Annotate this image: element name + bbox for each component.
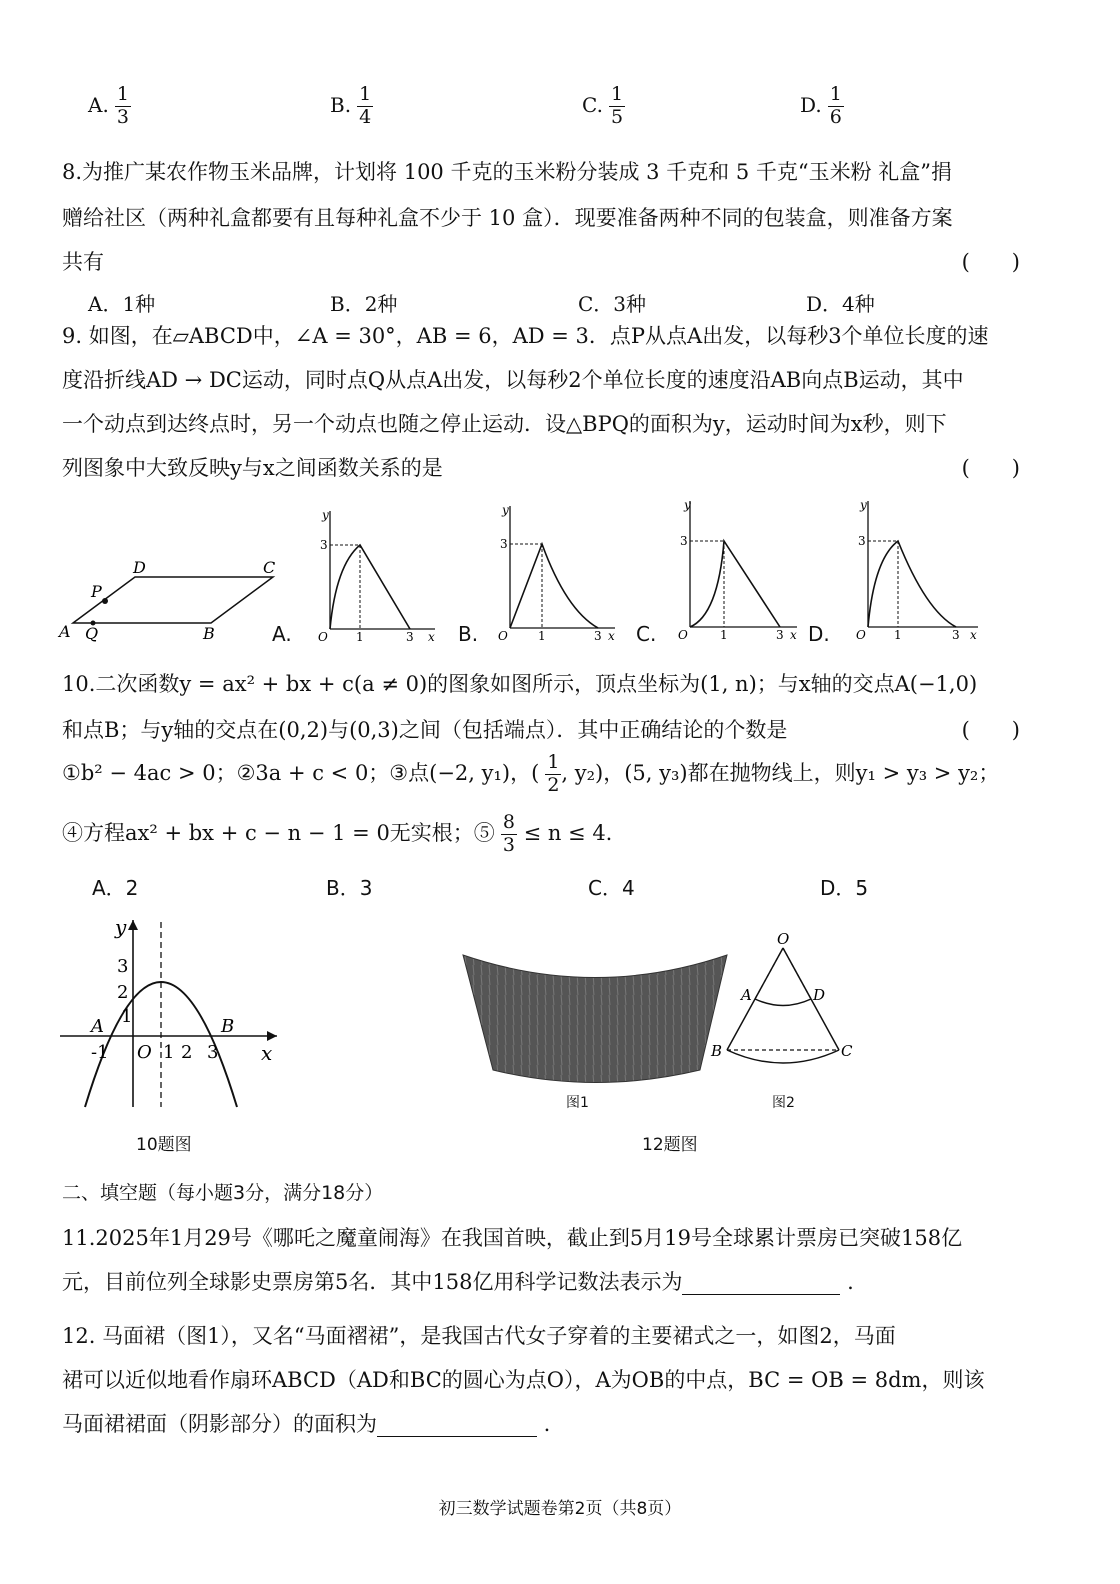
- q11-line-1: 11.2025年1月29号《哪吒之魔童闹海》在我国首映，截止到5月19号全球累计票房已突破158亿: [62, 1226, 963, 1250]
- svg-text:3: 3: [776, 628, 784, 642]
- q9-answer-paren: ( ): [961, 456, 1020, 480]
- q10-parabola-graph: [55, 912, 285, 1112]
- q11-line-2: 元，目前位列全球影史票房第5名．其中158亿用科学记数法表示为 .: [62, 1270, 854, 1294]
- svg-text:y: y: [860, 498, 867, 512]
- q9-line-1: 9. 如图，在▱ABCD中，∠A = 30°，AB = 6，AD = 3．点P从点A出发，以每秒3个单位长度的速: [62, 324, 989, 348]
- svg-text:1: 1: [720, 628, 728, 642]
- label-a: A: [59, 622, 71, 641]
- svg-text:x: x: [790, 628, 797, 642]
- svg-text:3: 3: [406, 630, 414, 644]
- svg-text:2: 2: [181, 1042, 193, 1063]
- q12-line-2: 裙可以近似地看作扇环ABCD（AD和BC的圆心为点O），A为OB的中点，BC = OB = 8dm，则该: [62, 1368, 985, 1392]
- svg-text:O: O: [137, 1042, 152, 1063]
- svg-text:3: 3: [680, 534, 688, 548]
- q12-line-3: 马面裙裙面（阴影部分）的面积为 .: [62, 1412, 551, 1436]
- svg-text:y: y: [322, 508, 329, 522]
- svg-text:y: y: [115, 915, 127, 939]
- q9-graph-b-label: B.: [458, 622, 479, 646]
- q9-graph-d-label: D.: [808, 622, 830, 646]
- q8-option-d: D．4种: [806, 292, 875, 316]
- q9-graph-a-label: A.: [272, 622, 292, 646]
- svg-text:3: 3: [320, 538, 328, 552]
- q10-line-3: ①b² − 4ac > 0；②3a + c < 0；③点(−2, y₁)，( $\frac{1}{2}$ , y₂)，(5, y₃)都在抛物线上，则y₁ > y₃ > y₂；: [62, 751, 1000, 796]
- page-footer: 初三数学试题卷第2页（共8页）: [438, 1499, 682, 1519]
- q10-line-4: ④方程ax² + bx + c − n − 1 = 0无实根；⑤ $\frac{8}{3}$ ≤ n ≤ 4.: [62, 811, 613, 856]
- q10-figure-caption: 10题图: [136, 1135, 192, 1155]
- q12-figure-1-skirt: [455, 945, 735, 1085]
- q9-graph-c-label: C.: [636, 622, 657, 646]
- q9-graph-b: [490, 500, 620, 645]
- svg-text:1: 1: [121, 1006, 133, 1027]
- svg-text:D: D: [813, 986, 826, 1004]
- svg-text:x: x: [261, 1041, 273, 1065]
- q10-option-c: C．4: [588, 876, 635, 900]
- q12-figure-2-sector: [705, 930, 865, 1070]
- svg-text:C: C: [841, 1042, 853, 1060]
- svg-text:3: 3: [207, 1042, 219, 1063]
- q9-line-3: 一个动点到达终点时，另一个动点也随之停止运动．设△BPQ的面积为y，运动时间为x秒，则下: [62, 412, 947, 436]
- svg-text:1: 1: [894, 628, 902, 642]
- svg-text:A: A: [91, 1016, 104, 1037]
- svg-text:x: x: [428, 630, 435, 644]
- q12-figure-caption: 12题图: [642, 1135, 698, 1155]
- q8-option-c: C．3种: [578, 292, 647, 316]
- svg-text:y: y: [684, 498, 691, 512]
- svg-text:3: 3: [594, 629, 602, 643]
- svg-text:x: x: [608, 629, 615, 643]
- q9-line-2: 度沿折线AD → DC运动，同时点Q从点A出发，以每秒2个单位长度的速度沿AB向点B运动，其中: [62, 368, 964, 392]
- svg-text:-1: -1: [91, 1042, 109, 1063]
- q12-line-1: 12. 马面裙（图1），又名“马面褶裙”，是我国古代女子穿着的主要裙式之一，如图2，马面: [62, 1324, 896, 1348]
- q10-option-a: A．2: [92, 876, 139, 900]
- section-2-heading: 二、填空题（每小题3分，满分18分）: [62, 1182, 384, 1204]
- q9-line-4: 列图象中大致反映y与x之间函数关系的是: [62, 456, 443, 480]
- svg-text:O: O: [318, 630, 328, 644]
- label-p: P: [91, 582, 102, 601]
- svg-text:O: O: [498, 629, 508, 643]
- q8-line-2: 赠给社区（两种礼盒都要有且每种礼盒不少于 10 盒）．现要准备两种不同的包装盒，则准备方案: [62, 206, 953, 230]
- svg-text:x: x: [970, 628, 977, 642]
- q9-parallelogram-figure: [55, 555, 285, 645]
- q8-option-a: A．1种: [88, 292, 156, 316]
- q7-option-a: A. $\frac{1}{3}$: [88, 83, 129, 128]
- q12-fig1-caption: 图1: [566, 1095, 589, 1111]
- svg-text:B: B: [711, 1042, 723, 1060]
- label-b: B: [203, 624, 215, 643]
- svg-text:y: y: [502, 503, 509, 517]
- svg-text:1: 1: [163, 1042, 175, 1063]
- q11-answer-blank[interactable]: [682, 1270, 840, 1295]
- q10-answer-paren: ( ): [961, 718, 1020, 742]
- q9-graph-c: [672, 495, 802, 645]
- label-d: D: [133, 558, 146, 577]
- svg-text:3: 3: [500, 537, 508, 551]
- svg-text:3: 3: [952, 628, 960, 642]
- svg-text:1: 1: [356, 630, 364, 644]
- svg-text:O: O: [777, 930, 790, 948]
- q7-option-b: B. $\frac{1}{4}$: [330, 83, 372, 128]
- q7-option-d: D. $\frac{1}{6}$: [800, 83, 842, 128]
- q8-line-1: 8.为推广某农作物玉米品牌，计划将 100 千克的玉米粉分装成 3 千克和 5 千克“玉米粉 礼盒”捐: [62, 160, 953, 184]
- label-q: Q: [85, 624, 99, 643]
- q7-option-c: C. $\frac{1}{5}$: [582, 83, 624, 128]
- svg-text:O: O: [678, 628, 688, 642]
- svg-text:2: 2: [117, 982, 129, 1003]
- q10-option-d: D．5: [820, 876, 869, 900]
- svg-text:B: B: [221, 1016, 235, 1037]
- q10-option-b: B．3: [326, 876, 373, 900]
- q10-line-1: 10.二次函数y = ax² + bx + c(a ≠ 0)的图象如图所示，顶点坐标为(1, n)；与x轴的交点A(−1,0): [62, 672, 978, 696]
- label-c: C: [263, 558, 276, 577]
- q9-graph-d: [848, 495, 983, 645]
- q12-answer-blank[interactable]: [377, 1412, 537, 1437]
- svg-text:A: A: [741, 986, 752, 1004]
- q8-line-3: 共有: [62, 250, 104, 274]
- q8-answer-paren: ( ): [961, 250, 1020, 274]
- svg-text:1: 1: [538, 629, 546, 643]
- q9-graph-a: [310, 505, 440, 645]
- svg-text:3: 3: [117, 956, 129, 977]
- q10-line-2: 和点B；与y轴的交点在(0,2)与(0,3)之间（包括端点）．其中正确结论的个数是: [62, 718, 788, 742]
- svg-text:O: O: [856, 628, 866, 642]
- q8-option-b: B．2种: [330, 292, 398, 316]
- svg-text:3: 3: [858, 534, 866, 548]
- q12-fig2-caption: 图2: [772, 1095, 795, 1111]
